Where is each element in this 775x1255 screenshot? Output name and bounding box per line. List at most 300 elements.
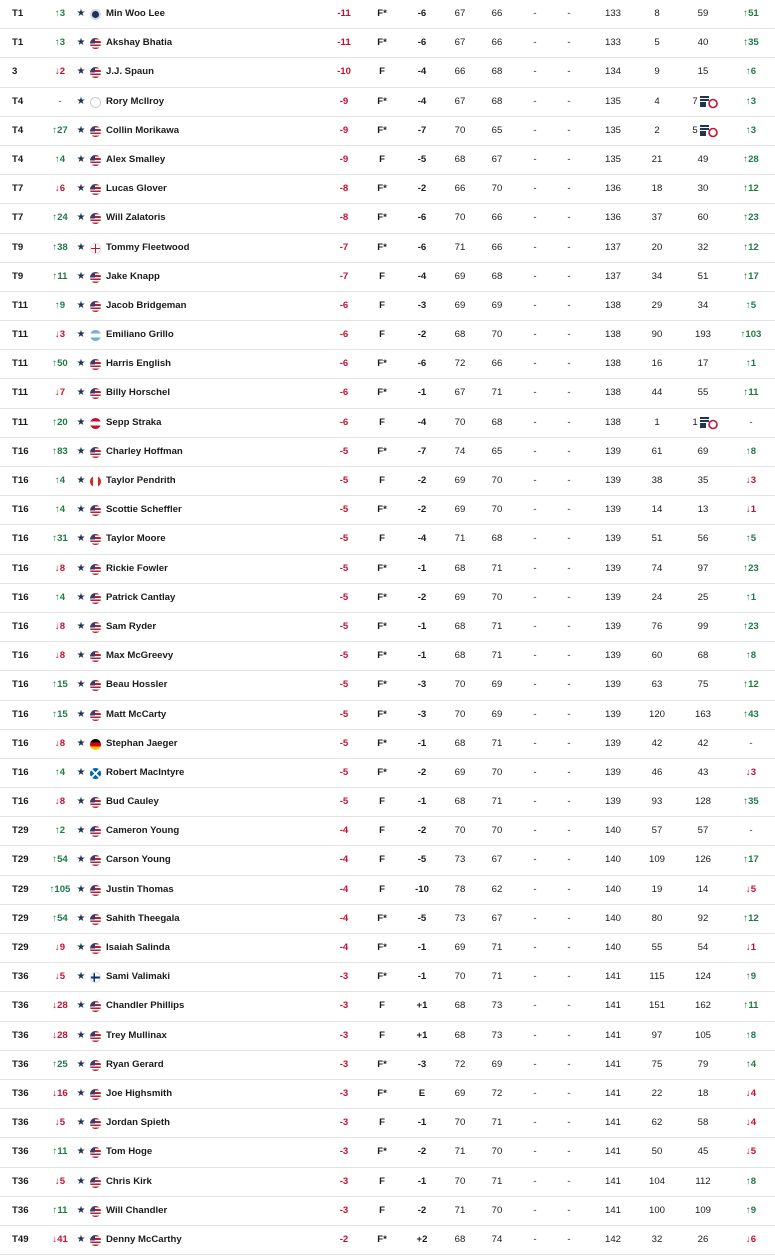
thru: F* [377, 679, 387, 691]
round-1: 71 [454, 1204, 466, 1216]
leaderboard-row[interactable] [0, 1080, 775, 1109]
projected-rank: 35 [697, 475, 709, 486]
thru: F* [377, 241, 387, 253]
star-icon[interactable]: ★ [76, 591, 86, 603]
round-score: -6 [417, 241, 427, 253]
star-icon[interactable]: ★ [76, 825, 86, 837]
projected-rank: 75 [697, 679, 709, 691]
cup-movement: ↑51 [743, 8, 759, 19]
cup-movement: ↑8 [745, 1029, 757, 1041]
round-4: - [567, 620, 571, 632]
round-3: - [533, 912, 537, 924]
player-name[interactable]: Ryan Gerard [106, 1058, 164, 1070]
star-icon[interactable]: ★ [76, 1204, 86, 1216]
star-icon[interactable]: ★ [76, 241, 86, 253]
leaderboard-row[interactable] [0, 613, 775, 642]
star-icon[interactable]: ★ [76, 562, 86, 574]
star-icon[interactable]: ★ [76, 883, 86, 895]
cup-movement: ↑35 [743, 37, 759, 49]
leaderboard-row[interactable] [0, 234, 775, 263]
total-strokes: 141 [604, 1146, 621, 1158]
can-flag-icon [90, 476, 101, 487]
star-icon[interactable]: ★ [76, 387, 86, 399]
round-3: - [533, 562, 537, 574]
total-strokes: 133 [604, 8, 621, 19]
star-icon[interactable]: ★ [76, 153, 86, 165]
movement: ↓8 [54, 650, 66, 662]
leaderboard-row[interactable] [0, 321, 775, 350]
previous-rank: 2 [654, 124, 660, 136]
star-icon[interactable]: ★ [76, 942, 86, 953]
round-4: - [567, 1233, 571, 1245]
player-name[interactable]: Alex Smalley [106, 153, 166, 165]
round-2: 69 [491, 679, 503, 691]
leaderboard-row[interactable] [0, 58, 775, 87]
round-score: -1 [417, 387, 427, 399]
us-flag-icon [90, 1031, 101, 1042]
round-4: - [567, 883, 571, 895]
total-to-par: -5 [339, 591, 349, 603]
leaderboard-row[interactable] [0, 817, 775, 846]
player-name[interactable]: Charley Hoffman [106, 445, 183, 457]
leaderboard-row[interactable] [0, 934, 775, 963]
us-flag-icon [90, 1235, 101, 1246]
kr-flag-icon [90, 9, 101, 20]
round-score: -1 [417, 620, 427, 632]
previous-rank: 18 [651, 183, 663, 195]
projected-rank: 30 [697, 183, 709, 195]
position: T36 [12, 1087, 29, 1099]
cup-movement: ↑103 [740, 329, 762, 341]
round-2: 67 [491, 912, 503, 924]
movement: ↑25 [52, 1058, 68, 1070]
position: T4 [12, 95, 24, 107]
movement: ↑3 [54, 37, 66, 49]
star-icon[interactable]: ★ [76, 1146, 86, 1158]
leaderboard-row[interactable] [0, 759, 775, 788]
round-2: 71 [491, 650, 503, 662]
player-name[interactable]: Chandler Phillips [106, 1000, 185, 1012]
projected-rank: 7 [692, 95, 698, 107]
cup-movement: ↑8 [745, 650, 757, 662]
leaderboard-row[interactable] [0, 204, 775, 233]
round-3: - [533, 1117, 537, 1129]
player-name[interactable]: Taylor Pendrith [106, 475, 176, 486]
round-score: -1 [417, 650, 427, 662]
player-name[interactable]: Will Zalatoris [106, 212, 166, 224]
total-to-par: -6 [339, 299, 349, 311]
star-icon[interactable]: ★ [76, 445, 86, 457]
round-3: - [533, 504, 537, 516]
round-2: 69 [491, 708, 503, 720]
cup-movement: ↑23 [743, 562, 759, 574]
round-2: 71 [491, 1175, 503, 1187]
round-score: -2 [417, 329, 427, 341]
total-to-par: -6 [339, 329, 349, 341]
movement: ↑83 [52, 445, 68, 457]
star-icon[interactable]: ★ [76, 1233, 86, 1245]
position: T1 [12, 8, 24, 19]
leaderboard-row[interactable] [0, 642, 775, 671]
round-3: - [533, 1087, 537, 1099]
player-name[interactable]: Sam Ryder [106, 620, 157, 632]
star-icon[interactable]: ★ [76, 1058, 86, 1070]
player-name[interactable]: Cameron Young [106, 825, 180, 837]
star-icon[interactable]: ★ [76, 971, 86, 983]
previous-rank: 50 [651, 1146, 663, 1158]
player-name[interactable]: Min Woo Lee [106, 8, 165, 19]
player-name[interactable]: Sepp Straka [106, 416, 162, 428]
leaderboard-row[interactable] [0, 438, 775, 467]
previous-rank: 75 [651, 1058, 663, 1070]
player-name[interactable]: Justin Thomas [106, 883, 174, 895]
thru: F [379, 1204, 385, 1216]
player-name[interactable]: Chris Kirk [106, 1175, 152, 1187]
round-2: 71 [491, 1117, 503, 1129]
round-1: 69 [454, 504, 466, 516]
round-score: -7 [417, 124, 427, 136]
player-name[interactable]: Carson Young [106, 854, 171, 866]
round-2: 71 [491, 942, 503, 953]
leaderboard-row[interactable] [0, 29, 775, 58]
round-score: -1 [417, 1175, 427, 1187]
thru: F* [377, 1233, 387, 1245]
leaderboard-row[interactable] [0, 701, 775, 730]
movement: ↑9 [54, 299, 66, 311]
leaderboard-row[interactable] [0, 263, 775, 292]
leaderboard-row[interactable] [0, 584, 775, 613]
eng-flag-icon [90, 243, 101, 254]
round-1: 74 [454, 445, 466, 457]
star-icon[interactable]: ★ [76, 679, 86, 691]
movement: ↓41 [52, 1233, 68, 1245]
round-4: - [567, 270, 571, 282]
projected-rank: 25 [697, 591, 709, 603]
star-icon[interactable]: ★ [76, 620, 86, 632]
leaderboard-row[interactable] [0, 876, 775, 905]
leaderboard-row[interactable] [0, 1109, 775, 1138]
round-3: - [533, 1000, 537, 1012]
position: T36 [12, 1117, 29, 1129]
total-strokes: 141 [604, 1058, 621, 1070]
us-flag-icon [90, 1089, 101, 1100]
projected-rank: 18 [697, 1087, 709, 1099]
position: T16 [12, 591, 29, 603]
total-strokes: 141 [604, 1087, 621, 1099]
total-to-par: -8 [339, 183, 349, 195]
leaderboard-row[interactable] [0, 992, 775, 1021]
leaderboard-row[interactable] [0, 0, 775, 29]
player-name[interactable]: Max McGreevy [106, 650, 174, 662]
round-3: - [533, 796, 537, 808]
star-icon[interactable]: ★ [76, 1000, 86, 1012]
star-icon[interactable]: ★ [76, 37, 86, 49]
round-3: - [533, 1146, 537, 1158]
star-icon[interactable]: ★ [76, 796, 86, 808]
thru: F [379, 416, 385, 428]
total-strokes: 139 [604, 796, 621, 808]
projected-rank: 43 [697, 766, 709, 778]
player-name[interactable]: Robert MacIntyre [106, 766, 185, 778]
us-flag-icon [90, 1206, 101, 1217]
round-2: 70 [491, 504, 503, 516]
round-1: 67 [454, 387, 466, 399]
leaderboard-row[interactable] [0, 555, 775, 584]
round-score: -2 [417, 183, 427, 195]
player-name[interactable]: Scottie Scheffler [106, 504, 182, 516]
projected-rank: 60 [697, 212, 709, 224]
round-3: - [533, 825, 537, 837]
previous-rank: 37 [651, 212, 663, 224]
leaderboard-row[interactable] [0, 846, 775, 875]
round-4: - [567, 1029, 571, 1041]
movement: ↓3 [54, 329, 66, 341]
player-name[interactable]: J.J. Spaun [106, 66, 154, 78]
star-icon[interactable]: ★ [76, 1117, 86, 1129]
movement: ↓5 [54, 971, 66, 983]
player-name[interactable]: Tommy Fleetwood [106, 241, 190, 253]
leaderboard-row[interactable] [0, 146, 775, 175]
round-2: 70 [491, 1204, 503, 1216]
leaderboard-row[interactable] [0, 1138, 775, 1167]
star-icon[interactable]: ★ [76, 766, 86, 778]
us-flag-icon [90, 126, 101, 137]
previous-rank: 61 [651, 445, 663, 457]
total-strokes: 141 [604, 971, 621, 983]
thru: F [379, 270, 385, 282]
position: T29 [12, 854, 29, 866]
total-strokes: 141 [604, 1029, 621, 1041]
us-flag-icon [90, 826, 101, 837]
leaderboard-row[interactable] [0, 905, 775, 934]
leaderboard-row[interactable] [0, 1051, 775, 1080]
thru: F* [377, 971, 387, 983]
round-4: - [567, 766, 571, 778]
total-to-par: -5 [339, 562, 349, 574]
leaderboard-row[interactable] [0, 117, 775, 146]
player-name[interactable]: Will Chandler [106, 1204, 168, 1216]
player-name[interactable]: Rory McIlroy [106, 95, 165, 107]
us-flag-icon [90, 534, 101, 545]
total-strokes: 136 [604, 183, 621, 195]
thru: F [379, 796, 385, 808]
round-3: - [533, 1058, 537, 1070]
leaderboard-row[interactable] [0, 496, 775, 525]
total-to-par: -7 [339, 270, 349, 282]
player-name[interactable]: Joe Highsmith [106, 1087, 173, 1099]
star-icon[interactable]: ★ [76, 183, 86, 195]
movement: ↓9 [54, 942, 66, 953]
player-name[interactable]: Harris English [106, 358, 172, 370]
round-2: 74 [491, 1233, 503, 1245]
round-score: +1 [416, 1029, 428, 1041]
comcast-business-top10-logo [700, 416, 718, 430]
leaderboard-row[interactable] [0, 1226, 775, 1255]
star-icon[interactable]: ★ [76, 95, 86, 107]
cup-movement: ↓5 [745, 1146, 757, 1158]
player-name[interactable]: Emiliano Grillo [106, 329, 174, 341]
movement: ↓8 [54, 620, 66, 632]
star-icon[interactable]: ★ [76, 8, 86, 19]
round-3: - [533, 124, 537, 136]
thru: F [379, 475, 385, 486]
projected-rank: 112 [695, 1175, 711, 1187]
previous-rank: 29 [651, 299, 663, 311]
previous-rank: 51 [651, 533, 663, 545]
total-strokes: 138 [604, 387, 621, 399]
leaderboard-row[interactable] [0, 1168, 775, 1197]
leaderboard-row[interactable] [0, 1197, 775, 1226]
round-1: 68 [454, 620, 466, 632]
round-1: 68 [454, 1029, 466, 1041]
movement: ↑15 [52, 708, 68, 720]
leaderboard-row[interactable] [0, 292, 775, 321]
total-to-par: -4 [339, 942, 349, 953]
movement: ↓5 [54, 1117, 66, 1129]
leaderboard-row[interactable] [0, 409, 775, 438]
star-icon[interactable]: ★ [76, 912, 86, 924]
star-icon[interactable]: ★ [76, 212, 86, 224]
player-name[interactable]: Jordan Spieth [106, 1117, 170, 1129]
star-icon[interactable]: ★ [76, 504, 86, 516]
movement: ↑11 [52, 270, 68, 282]
cup-movement: ↑6 [745, 66, 757, 78]
us-flag-icon [90, 1177, 101, 1188]
projected-rank: 26 [697, 1233, 709, 1245]
round-3: - [533, 620, 537, 632]
round-3: - [533, 942, 537, 953]
previous-rank: 21 [651, 153, 663, 165]
position: T16 [12, 766, 29, 778]
total-to-par: -5 [339, 620, 349, 632]
round-4: - [567, 8, 571, 19]
player-name[interactable]: Trey Mullinax [106, 1029, 167, 1041]
leaderboard-row[interactable] [0, 1022, 775, 1051]
player-name[interactable]: Isaiah Salinda [106, 942, 170, 953]
player-name[interactable]: Stephan Jaeger [106, 737, 178, 749]
round-2: 70 [491, 329, 503, 341]
player-name[interactable]: Jake Knapp [106, 270, 160, 282]
player-name[interactable]: Beau Hossler [106, 679, 168, 691]
round-2: 70 [491, 1146, 503, 1158]
leaderboard-row[interactable] [0, 350, 775, 379]
player-name[interactable]: Rickie Fowler [106, 562, 168, 574]
leaderboard-row[interactable] [0, 175, 775, 204]
star-icon[interactable]: ★ [76, 270, 86, 282]
movement: ↑4 [54, 591, 66, 603]
player-name[interactable]: Billy Horschel [106, 387, 170, 399]
projected-rank: 193 [694, 329, 711, 341]
leaderboard-row[interactable] [0, 671, 775, 700]
round-1: 66 [454, 183, 466, 195]
round-2: 73 [491, 1000, 503, 1012]
round-4: - [567, 1204, 571, 1216]
round-1: 68 [454, 153, 466, 165]
total-strokes: 140 [604, 854, 621, 866]
star-icon[interactable]: ★ [76, 708, 86, 720]
leaderboard-row[interactable] [0, 525, 775, 554]
us-flag-icon [90, 914, 101, 925]
round-3: - [533, 358, 537, 370]
star-icon[interactable]: ★ [76, 299, 86, 311]
movement: ↓28 [52, 1029, 68, 1041]
leaderboard-row[interactable] [0, 379, 775, 408]
star-icon[interactable]: ★ [76, 124, 86, 136]
us-flag-icon [90, 710, 101, 721]
leaderboard-row[interactable] [0, 788, 775, 817]
round-4: - [567, 825, 571, 837]
previous-rank: 14 [651, 504, 663, 516]
player-name[interactable]: Patrick Cantlay [106, 591, 176, 603]
round-1: 70 [454, 971, 466, 983]
position: 3 [12, 66, 18, 78]
player-name[interactable]: Denny McCarthy [106, 1233, 182, 1245]
total-strokes: 139 [604, 766, 621, 778]
star-icon[interactable]: ★ [76, 533, 86, 545]
star-icon[interactable]: ★ [76, 737, 86, 749]
player-name[interactable]: Sami Valimaki [106, 971, 170, 983]
star-icon[interactable]: ★ [76, 1087, 86, 1099]
total-to-par: -9 [339, 153, 349, 165]
player-name[interactable]: Sahith Theegala [106, 912, 180, 924]
player-name[interactable]: Akshay Bhatia [106, 37, 173, 49]
round-score: -3 [417, 299, 427, 311]
star-icon[interactable]: ★ [76, 1175, 86, 1187]
player-name[interactable]: Bud Cauley [106, 796, 159, 808]
player-name[interactable]: Taylor Moore [106, 533, 166, 545]
previous-rank: 93 [651, 796, 663, 808]
round-1: 67 [454, 8, 466, 19]
round-2: 70 [491, 183, 503, 195]
star-icon[interactable]: ★ [76, 358, 86, 370]
cup-movement: ↑5 [745, 299, 757, 311]
player-name[interactable]: Tom Hoge [106, 1146, 153, 1158]
thru: F* [377, 358, 387, 370]
player-name[interactable]: Collin Morikawa [106, 124, 180, 136]
projected-rank: 32 [697, 241, 709, 253]
round-1: 71 [454, 1146, 466, 1158]
cup-movement: ↓4 [745, 1117, 757, 1129]
cup-movement: ↑8 [745, 1175, 757, 1187]
leaderboard-row[interactable] [0, 963, 775, 992]
player-name[interactable]: Matt McCarty [106, 708, 167, 720]
movement: ↑24 [52, 212, 68, 224]
player-name[interactable]: Lucas Glover [106, 183, 167, 195]
previous-rank: 104 [648, 1175, 665, 1187]
previous-rank: 16 [651, 358, 663, 370]
star-icon[interactable]: ★ [76, 475, 86, 486]
player-name[interactable]: Jacob Bridgeman [106, 299, 187, 311]
star-icon[interactable]: ★ [76, 66, 86, 78]
round-2: 65 [491, 124, 503, 136]
leaderboard-row[interactable] [0, 88, 775, 117]
position: T9 [12, 241, 24, 253]
star-icon[interactable]: ★ [76, 329, 86, 341]
round-4: - [567, 1146, 571, 1158]
cup-movement: ↑11 [743, 387, 759, 399]
leaderboard-row[interactable] [0, 467, 775, 496]
previous-rank: 62 [651, 1117, 663, 1129]
position: T9 [12, 270, 24, 282]
star-icon[interactable]: ★ [76, 416, 86, 428]
leaderboard-row[interactable] [0, 730, 775, 759]
thru: F* [377, 387, 387, 399]
star-icon[interactable]: ★ [76, 1029, 86, 1041]
star-icon[interactable]: ★ [76, 854, 86, 866]
total-strokes: 139 [604, 737, 621, 749]
total-strokes: 141 [604, 1000, 621, 1012]
star-icon[interactable]: ★ [76, 650, 86, 662]
